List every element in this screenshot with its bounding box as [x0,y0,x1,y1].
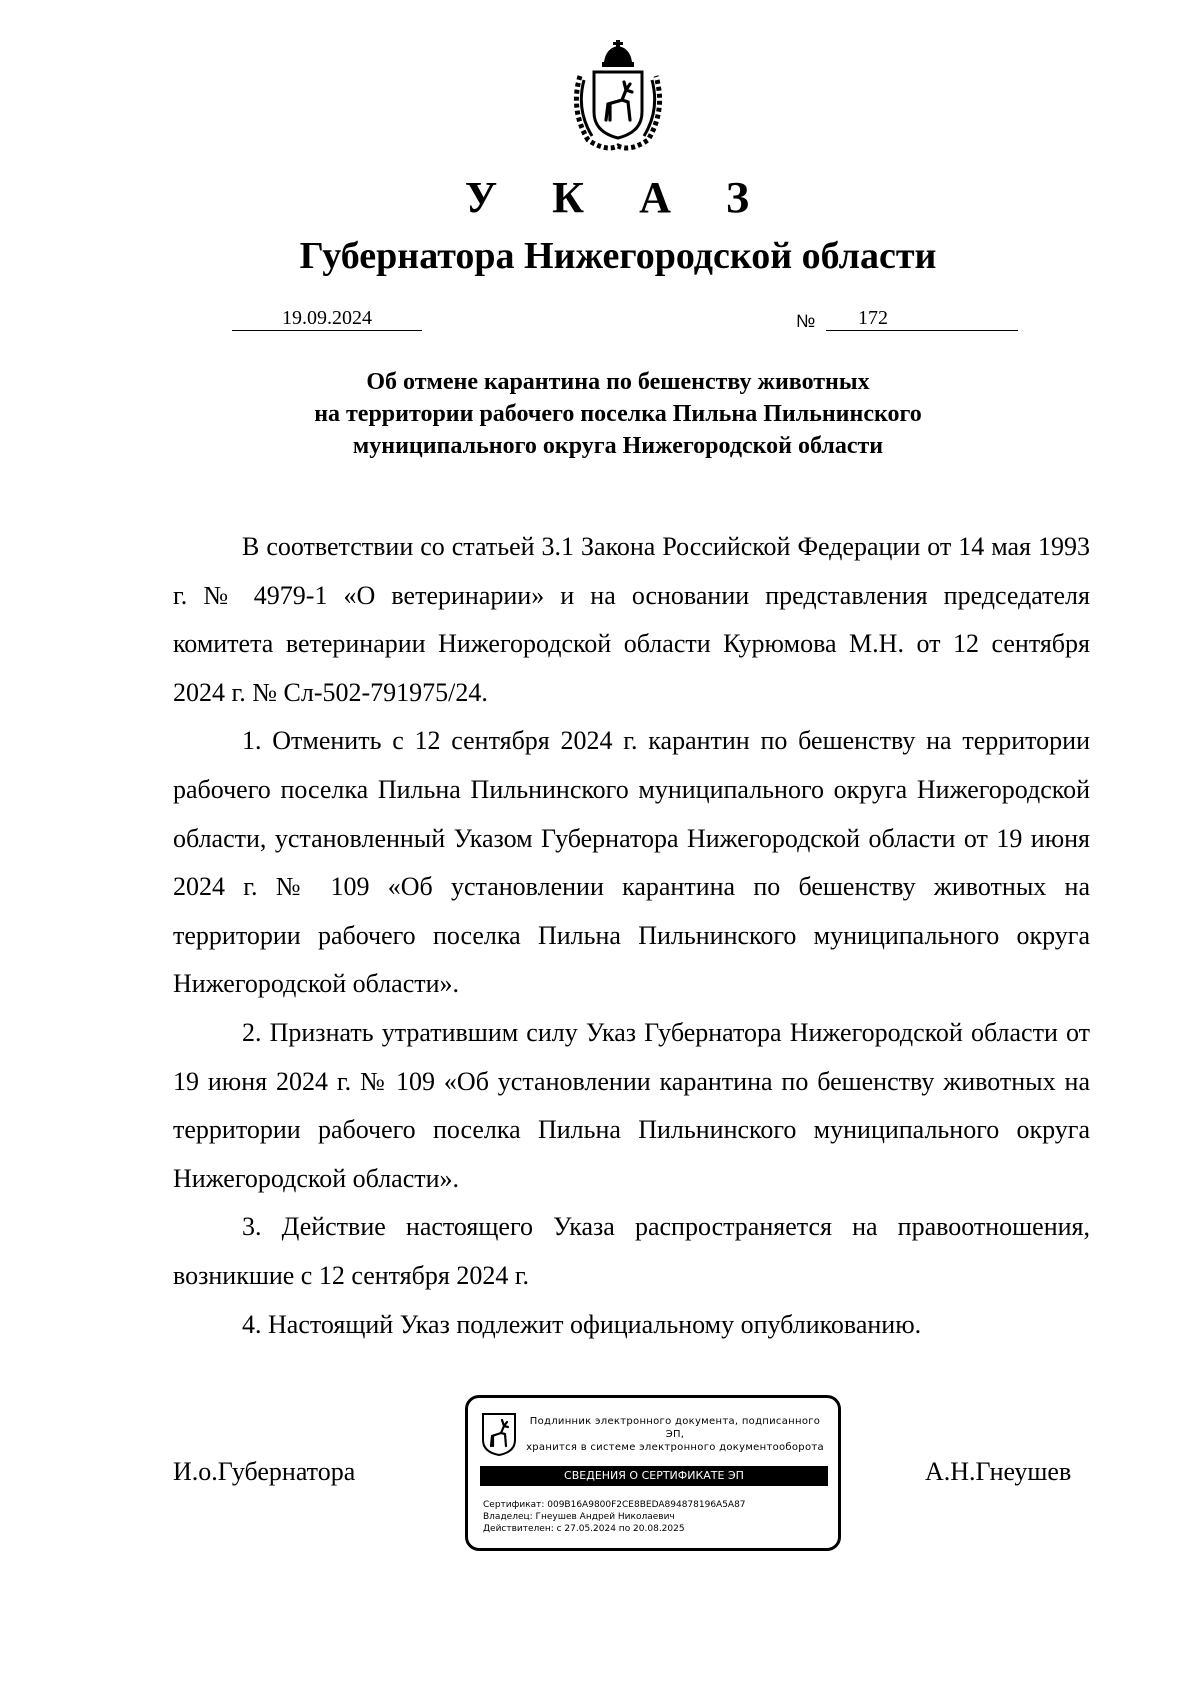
document-body [173,523,1090,1349]
clause-1: 1. Отменить с 12 сентября 2024 г. карантин по бешенству на территории рабочего поселка Пильна Пильнинского муниципального округа Нижегородской области, установленный Указом Губернатора Нижегородской области от 19 июня 2024 г. № 109 «Об установлении карантина по бешенству животных на территории рабочего поселка Пильна Пильнинского муниципального округа Нижегородской области». [173,726,1090,999]
decree-number: 172 [858,307,888,329]
deer-emblem-icon [481,1412,517,1456]
preamble-paragraph: В соответствии со статьей 3.1 Закона Российской Федерации от 14 мая 1993 г. № 4979-1 «О ветеринарии» и на основании представления председателя комитета ветеринарии Нижегородской области Курюмова М.Н. от 12 сентября 2024 г. № Сл-502-791975/24. [173,532,1090,707]
certificate-id: Сертификат: 009B16A9800F2CE8BEDA894878196A5A87 [483,1500,746,1510]
document-title-line: муниципального округа Нижегородской области [352,433,884,459]
document-title-line: на территории рабочего поселка Пильна Пильнинского [314,401,922,427]
document-title-line: Об отмене карантина по бешенству животных [366,369,870,395]
e-signature-stamp [465,1395,841,1551]
stamp-note [520,1415,830,1454]
clause-3: 3. Действие настоящего Указа распространяется на правоотношения, возникшие с 12 сентября 2024 г. [173,1212,1090,1290]
certificate-owner: Владелец: Гнеушев Андрей Николаевич [483,1512,675,1522]
stamp-note-line: хранится в системе электронного документооборота [526,1442,824,1453]
decree-word: У К А З [464,173,772,222]
signatory-name: А.Н.Гнеушев [925,1457,1072,1486]
issuer-title: Губернатора Нижегородской области [299,235,937,277]
decree-date: 19.09.2024 [232,306,422,331]
stamp-note-line: Подлинник электронного документа, подписанного ЭП, [529,1416,821,1440]
signatory-role: И.о.Губернатора [173,1457,356,1486]
clause-2: 2. Признать утратившим силу Указ Губернатора Нижегородской области от 19 июня 2024 г. № 109 «Об установлении карантина по бешенству животных на территории рабочего поселка Пильна Пильнинского муниципального округа Нижегородской области». [173,1017,1090,1193]
document-title [160,366,1076,462]
number-sign: № [796,311,816,331]
clause-4: 4. Настоящий Указ подлежит официальному опубликованию. [242,1309,922,1339]
certificate-validity: Действителен: с 27.05.2024 по 20.08.2025 [483,1524,685,1534]
certificate-details [483,1499,746,1535]
nizhny-novgorod-coat-of-arms-icon [566,40,670,152]
decree-number-field [826,306,1018,331]
certificate-header-bar: СВЕДЕНИЯ О СЕРТИФИКАТЕ ЭП [480,1466,828,1486]
